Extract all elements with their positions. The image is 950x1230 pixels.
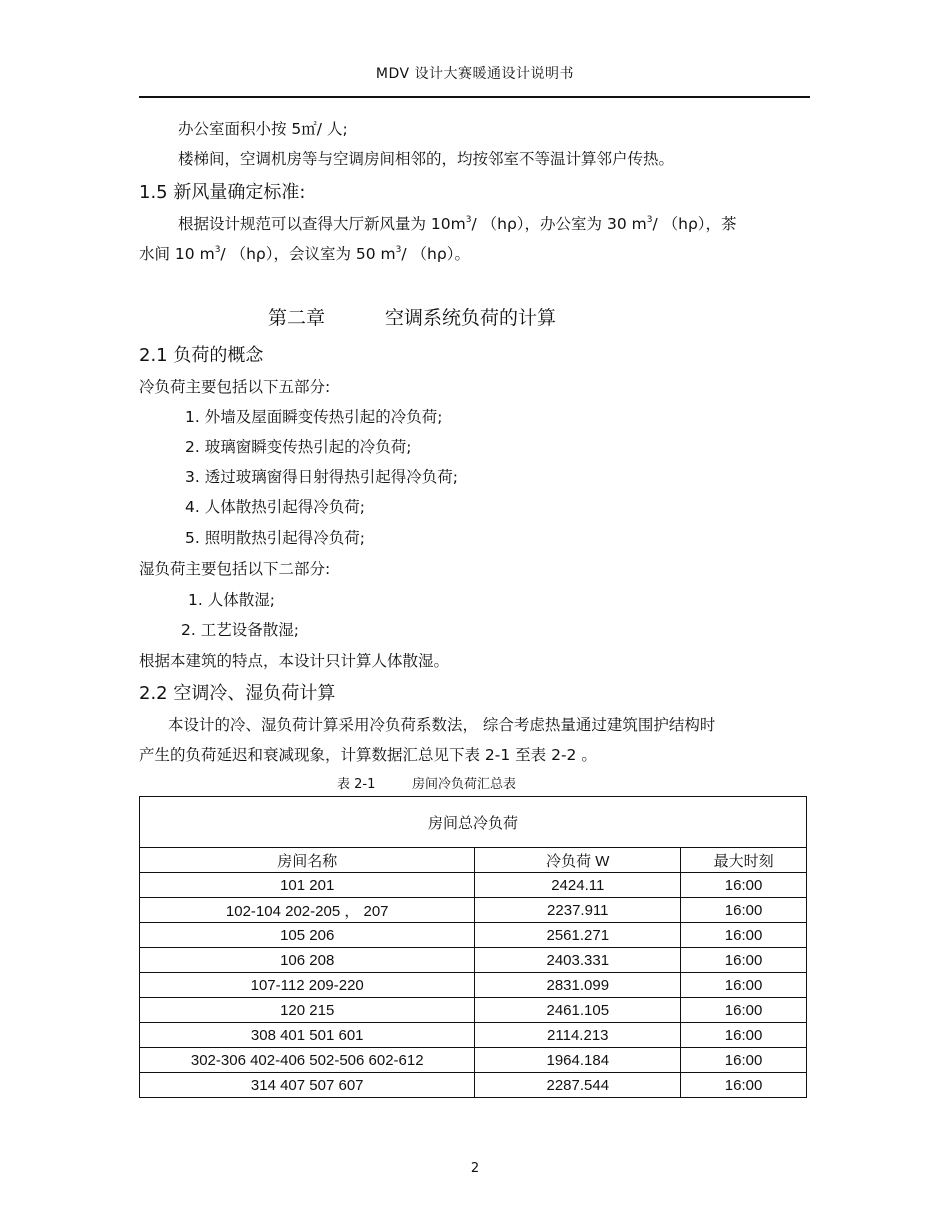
cool-load-item: 5. 照明散热引起得冷负荷; [185, 529, 365, 547]
fresh-air-hall: 根据设计规范可以查得大厅新风量为 10m [178, 215, 466, 233]
room-name-cell: 302-306 402-406 502-506 602-612 [140, 1048, 475, 1073]
humid-load-item: 1. 人体散湿; [188, 591, 275, 609]
chapter-number: 第二章 [268, 307, 326, 329]
superscript: 3 [395, 245, 402, 255]
load-cell: 2403.331 [475, 948, 681, 973]
fresh-air-tea: / （hρ），茶 [652, 215, 737, 233]
room-name-cell: 308 401 501 601 [140, 1023, 475, 1048]
superscript: 3 [465, 215, 472, 225]
load-cell: 2561.271 [475, 923, 681, 948]
table-row [140, 973, 807, 998]
column-header-room: 房间名称 [140, 848, 475, 873]
humid-note: 根据本建筑的特点，本设计只计算人体散湿。 [139, 652, 450, 670]
fresh-air-line-2 [139, 242, 470, 264]
stairs-text: 楼梯间，空调机房等与空调房间相邻的，均按邻室不等温计算邻户传热。 [178, 150, 675, 168]
column-header-load: 冷负荷 W [475, 848, 681, 873]
table-caption-title: 房间冷负荷汇总表 [412, 777, 517, 792]
cool-load-intro: 冷负荷主要包括以下五部分: [139, 378, 331, 396]
load-cell: 2287.544 [475, 1073, 681, 1098]
table-row [140, 998, 807, 1023]
room-cooling-load-table [139, 796, 807, 1098]
header-rule [139, 96, 810, 98]
room-name-cell: 102-104 202-205 ， 207 [140, 898, 475, 923]
humid-load-item: 2. 工艺设备散湿; [181, 621, 299, 639]
room-name-cell: 314 407 507 607 [140, 1073, 475, 1098]
time-cell: 16:00 [681, 1048, 807, 1073]
section-2-2-title: 2.2 空调冷、湿负荷计算 [139, 683, 336, 704]
table-row [140, 948, 807, 973]
humid-load-intro: 湿负荷主要包括以下二部分: [139, 560, 331, 578]
room-name-cell: 101 201 [140, 873, 475, 898]
room-name-cell: 106 208 [140, 948, 475, 973]
fresh-air-tea-value: 水间 10 m [139, 245, 215, 263]
method-text-1: 本设计的冷、湿负荷计算采用冷负荷系数法， 综合考虑热量通过建筑围护结构时 [168, 716, 716, 734]
section-2-1-title: 2.1 负荷的概念 [139, 345, 264, 366]
load-cell: 1964.184 [475, 1048, 681, 1073]
section-1-5-title: 1.5 新风量确定标准: [139, 182, 306, 203]
fresh-air-line-1 [178, 212, 737, 234]
cool-load-item: 2. 玻璃窗瞬变传热引起的冷负荷; [185, 438, 412, 456]
table-row [140, 1023, 807, 1048]
load-cell: 2831.099 [475, 973, 681, 998]
cool-load-item: 3. 透过玻璃窗得日射得热引起得冷负荷; [185, 468, 458, 486]
table-row [140, 873, 807, 898]
fresh-air-meeting: / （hρ），会议室为 50 m [220, 245, 396, 263]
room-name-cell: 107-112 209-220 [140, 973, 475, 998]
time-cell: 16:00 [681, 873, 807, 898]
load-cell: 2237.911 [475, 898, 681, 923]
load-cell: 2461.105 [475, 998, 681, 1023]
office-area-text: 办公室面积小按 5㎡/ 人; [178, 120, 348, 138]
room-name-cell: 120 215 [140, 998, 475, 1023]
time-cell: 16:00 [681, 898, 807, 923]
time-cell: 16:00 [681, 1023, 807, 1048]
table-row [140, 898, 807, 923]
time-cell: 16:00 [681, 973, 807, 998]
cool-load-item: 1. 外墙及屋面瞬变传热引起的冷负荷; [185, 408, 443, 426]
fresh-air-office: / （hρ），办公室为 30 m [471, 215, 647, 233]
time-cell: 16:00 [681, 998, 807, 1023]
page-header: MDV 设计大赛暖通设计说明书 [375, 66, 575, 82]
table-caption-number: 表 2-1 [337, 777, 376, 792]
cool-load-item: 4. 人体散热引起得冷负荷; [185, 498, 365, 516]
table-row [140, 1073, 807, 1098]
room-name-cell: 105 206 [140, 923, 475, 948]
table-title: 房间总冷负荷 [140, 797, 807, 848]
table-row [140, 1048, 807, 1073]
load-cell: 2114.213 [475, 1023, 681, 1048]
load-cell: 2424.11 [475, 873, 681, 898]
time-cell: 16:00 [681, 1073, 807, 1098]
superscript: 3 [646, 215, 653, 225]
page-number: 2 [470, 1161, 480, 1176]
time-cell: 16:00 [681, 923, 807, 948]
chapter-title: 空调系统负荷的计算 [385, 307, 557, 329]
table-row [140, 923, 807, 948]
column-header-time: 最大时刻 [681, 848, 807, 873]
time-cell: 16:00 [681, 948, 807, 973]
fresh-air-end: / （hρ）。 [401, 245, 470, 263]
method-text-2: 产生的负荷延迟和衰减现象，计算数据汇总见下表 2-1 至表 2-2 。 [139, 746, 597, 764]
superscript: 3 [214, 245, 221, 255]
